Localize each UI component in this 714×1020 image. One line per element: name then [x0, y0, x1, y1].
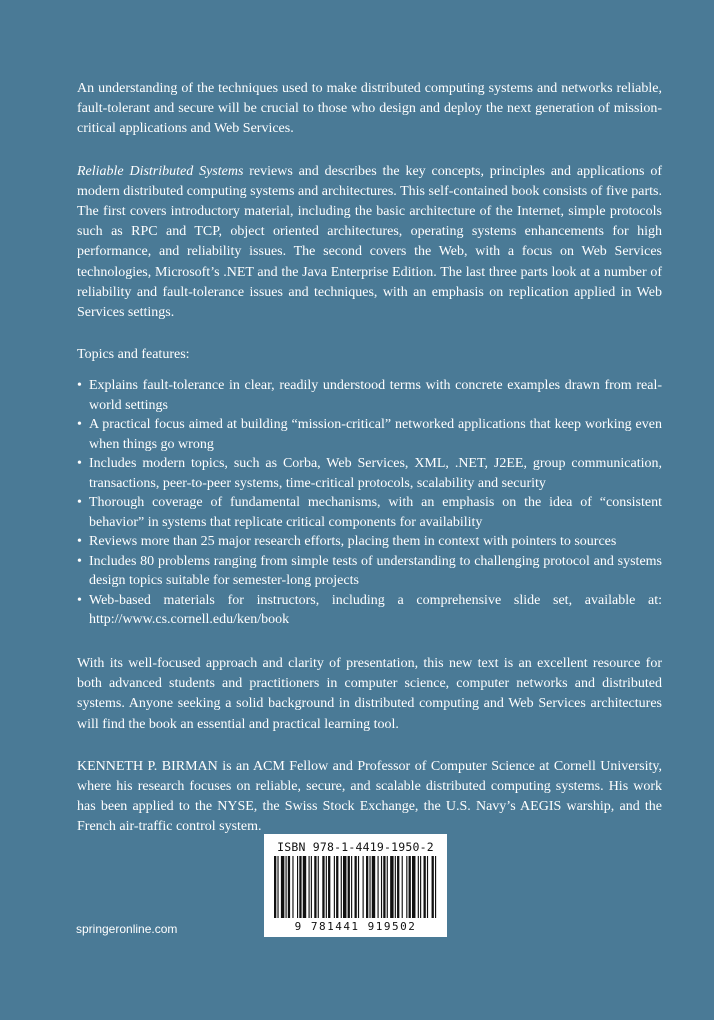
isbn-barcode — [264, 834, 447, 937]
bullet-icon: • — [77, 378, 82, 394]
list-item: • Includes modern topics, such as Corba, Web Services, XML, .NET, J2EE, group communication, transactions, peer-to-peer systems, time-critical protocols, scalability and security — [77, 456, 662, 491]
list-item: • Includes 80 problems ranging from simple tests of understanding to challenging protocol and systems design topics suitable for semester-long projects — [77, 553, 662, 589]
bullet-icon: • — [77, 417, 82, 433]
description-paragraph — [77, 162, 662, 324]
barcode-bars-icon — [274, 856, 437, 918]
features-list — [77, 376, 662, 630]
list-item: • Thorough coverage of fundamental mechanisms, with an emphasis on the idea of “consistent behavior” in systems that replicate critical components for availability — [77, 495, 662, 530]
bullet-icon: • — [77, 495, 82, 511]
author-bio: KENNETH P. BIRMAN is an ACM Fellow and Professor of Computer Science at Cornell University, where his research focuses on reliable, secure, and scalable distributed computing systems. His work has been applied to the NYSE, the Swiss Stock Exchange, the U.S. Navy’s AEGIS warship, and the French air-traffic control system. — [77, 758, 662, 835]
back-cover-text — [77, 79, 662, 838]
list-item: • A practical focus aimed at building “mission-critical” networked applications that keep working even when things go wrong — [77, 417, 662, 452]
list-item: • Web-based materials for instructors, including a comprehensive slide set, available at: http://www.cs.cornell.edu/ken/book — [77, 592, 662, 628]
topics-heading: Topics and features: — [77, 347, 190, 363]
intro-paragraph: An understanding of the techniques used to make distributed computing systems and networks reliable, fault-tolerant and secure will be crucial to those who design and deploy the next generation of mission-critical applications and Web Services. — [77, 81, 662, 137]
book-title: Reliable Distributed Systems — [77, 163, 244, 179]
publisher-url: springeronline.com — [76, 922, 178, 936]
isbn-number: ISBN 978-1-4419-1950-2 — [277, 840, 434, 854]
bullet-icon: • — [77, 553, 82, 569]
description-text: reviews and describes the key concepts, principles and applications of modern distributed computing systems and architectures. This self-contained book consists of five parts. The first covers introductory material, including the basic architecture of the Internet, simple protocols such as RPC and TCP, object oriented architectures, operating systems enhancements for high performance, and reliability issues. The second covers the Web, with a focus on Web Services technologies, Microsoft’s .NET and the Java Enterprise Edition. The last three parts look at a number of reliability and fault-tolerance issues and techniques, with an emphasis on replication applied in Web Services settings. — [77, 163, 662, 321]
list-item: • Reviews more than 25 major research efforts, placing them in context with pointers to sources — [77, 532, 662, 552]
bullet-icon: • — [77, 592, 82, 608]
bullet-icon: • — [77, 456, 82, 472]
closing-paragraph: With its well-focused approach and clarity of presentation, this new text is an excellent resource for both advanced students and practitioners in computer science, computer networks and distributed systems. Anyone seeking a solid background in distributed computing and Web Services architectures will find the book an essential and practical learning tool. — [77, 655, 662, 732]
list-item: • Explains fault-tolerance in clear, readily understood terms with concrete examples drawn from real-world settings — [77, 378, 662, 413]
bullet-icon: • — [77, 534, 82, 550]
barcode-digits: 9 781441 919502 — [294, 920, 417, 933]
